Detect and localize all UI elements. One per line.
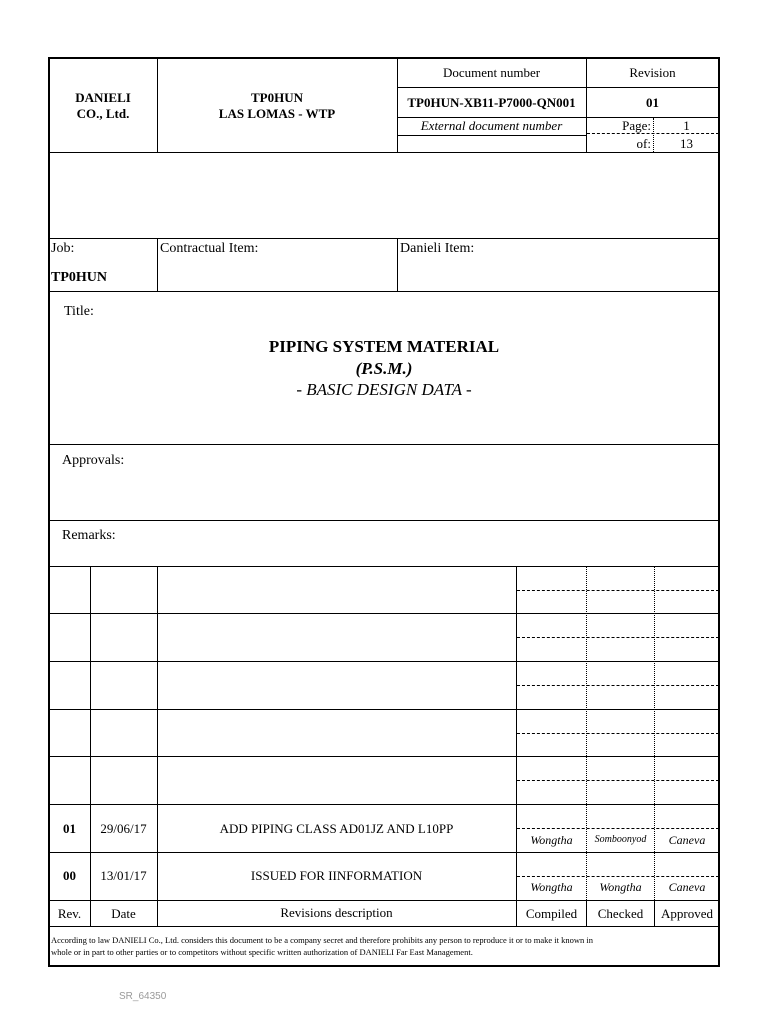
revision-label: Revision bbox=[629, 65, 676, 80]
rev-row-line-4 bbox=[49, 756, 719, 757]
rev-row-line-5 bbox=[49, 804, 719, 805]
checked-col-header: Checked bbox=[597, 906, 644, 921]
rev-row-line-6 bbox=[49, 852, 719, 853]
sign-dash-5 bbox=[517, 780, 719, 781]
danieli-item-label: Danieli Item: bbox=[400, 241, 475, 256]
rev-01-compiled: Wongtha bbox=[530, 833, 573, 847]
job-value: TP0HUN bbox=[51, 270, 107, 285]
sign-dash-1 bbox=[517, 590, 719, 591]
document-title-abbrev: (P.S.M.) bbox=[355, 359, 413, 378]
sign-dash-2 bbox=[517, 637, 719, 638]
page-number: 1 bbox=[683, 118, 690, 133]
rev-row-line-1 bbox=[49, 613, 719, 614]
rev-00-approved: Caneva bbox=[668, 880, 706, 894]
header-row-line-3 bbox=[397, 135, 587, 136]
rev-01-description: ADD PIPING CLASS AD01JZ AND L10PP bbox=[219, 821, 454, 836]
page-label: Page: bbox=[622, 118, 651, 133]
rev-00-checked: Wongtha bbox=[599, 880, 642, 894]
approved-col-header: Approved bbox=[661, 906, 713, 921]
sign-dash-4 bbox=[517, 733, 719, 734]
company-name: DANIELI CO., Ltd. bbox=[75, 90, 131, 121]
approvals-bottom-line bbox=[49, 520, 719, 521]
job-divider-2 bbox=[397, 238, 398, 291]
sign-dash-3 bbox=[517, 685, 719, 686]
header-bottom-line bbox=[49, 152, 719, 153]
approvals-label: Approvals: bbox=[62, 453, 125, 468]
rev-01-number: 01 bbox=[63, 821, 76, 836]
job-bottom-line bbox=[49, 291, 719, 292]
sign-dash-7 bbox=[517, 876, 719, 877]
rev-00-compiled: Wongtha bbox=[530, 880, 573, 894]
rev-00-number: 00 bbox=[63, 868, 76, 883]
description-col-header: Revisions description bbox=[280, 905, 393, 920]
remarks-bottom-line bbox=[49, 566, 719, 567]
remarks-label: Remarks: bbox=[62, 528, 116, 543]
form-code: SR_64350 bbox=[119, 991, 167, 1002]
of-label: of: bbox=[636, 136, 651, 151]
document-title: PIPING SYSTEM MATERIAL bbox=[268, 337, 500, 356]
rev-col-header: Rev. bbox=[57, 906, 82, 921]
job-divider-1 bbox=[157, 238, 158, 291]
rev-01-date: 29/06/17 bbox=[100, 821, 147, 836]
title-label: Title: bbox=[64, 304, 94, 319]
sign-dash-6 bbox=[517, 828, 719, 829]
compiled-col-header: Compiled bbox=[525, 906, 578, 921]
rev-01-approved: Caneva bbox=[668, 833, 706, 847]
doc-number: TP0HUN-XB11-P7000-QN001 bbox=[407, 95, 576, 110]
external-doc-label: External document number bbox=[420, 118, 563, 133]
title-bottom-line bbox=[49, 444, 719, 445]
job-label: Job: bbox=[51, 241, 75, 256]
revision-value: 01 bbox=[646, 95, 659, 110]
header-row-line-1 bbox=[397, 87, 719, 88]
rev-00-description: ISSUED FOR IINFORMATION bbox=[250, 868, 423, 883]
document-subtitle: - BASIC DESIGN DATA - bbox=[296, 380, 472, 399]
rev-footer-line bbox=[49, 926, 719, 927]
rev-row-line-2 bbox=[49, 661, 719, 662]
rev-col-line-3 bbox=[516, 566, 517, 926]
contractual-item-label: Contractual Item: bbox=[160, 241, 259, 256]
doc-number-label: Document number bbox=[442, 65, 541, 80]
confidentiality-note: According to law DANIELI Co., Ltd. considers this document to be a company secret and therefore prohibits any person to reproduce it or to make it known in whole or in part to other parties or to competitors without specific written authorization of DANIELI Far East Management. bbox=[51, 935, 593, 957]
rev-01-checked: Somboonyod bbox=[594, 834, 647, 845]
rev-row-line-7 bbox=[49, 900, 719, 901]
rev-00-date: 13/01/17 bbox=[100, 868, 147, 883]
rev-row-line-3 bbox=[49, 709, 719, 710]
project-name: TP0HUN LAS LOMAS - WTP bbox=[218, 90, 336, 121]
job-top-line bbox=[49, 238, 719, 239]
page-total: 13 bbox=[680, 136, 693, 151]
date-col-header: Date bbox=[111, 906, 136, 921]
